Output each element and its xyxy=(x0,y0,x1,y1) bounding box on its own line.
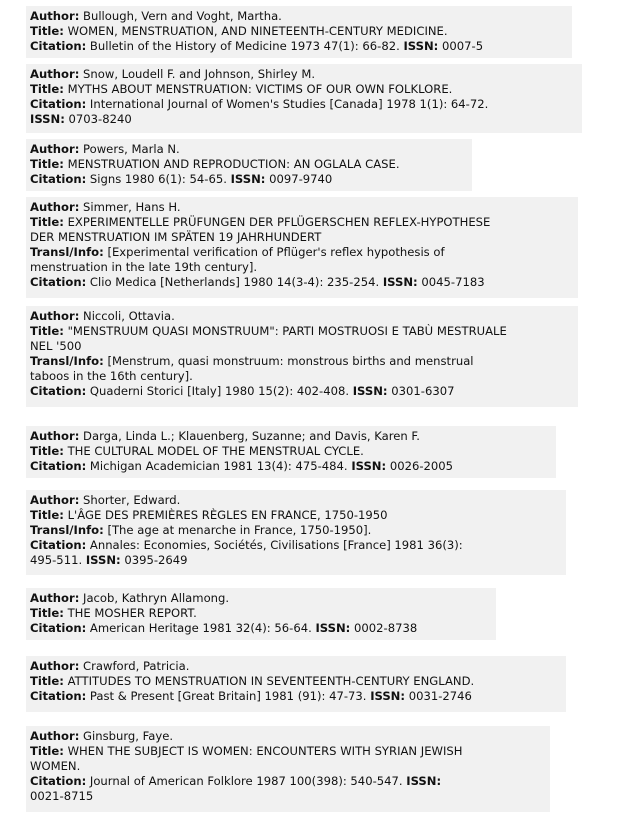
citation-value: Michigan Academician 1981 13(4): 475-484. xyxy=(89,459,348,473)
author-label: Author: xyxy=(30,493,80,507)
title-label: Title: xyxy=(30,508,64,522)
citation-line xyxy=(30,538,560,553)
issn-label: ISSN: xyxy=(315,621,351,635)
citation-line xyxy=(30,97,576,112)
transl-label: Transl/Info: xyxy=(30,245,104,259)
issn-value: 0026-2005 xyxy=(389,459,454,473)
author-label: Author: xyxy=(30,67,80,81)
title-value: MENSTRUATION AND REPRODUCTION: AN OGLALA CASE. xyxy=(67,157,400,171)
author-label: Author: xyxy=(30,659,80,673)
citation-label: Citation: xyxy=(30,275,87,289)
author-line xyxy=(30,67,576,82)
title-value: ATTITUDES TO MENSTRUATION IN SEVENTEENTH-CENTURY ENGLAND. xyxy=(67,674,475,688)
title-line xyxy=(30,24,566,39)
citation-entry xyxy=(26,588,496,640)
citation-value: Quaderni Storici [Italy] 1980 15(2): 402-408. xyxy=(89,384,350,398)
transl-label: Transl/Info: xyxy=(30,354,104,368)
author-label: Author: xyxy=(30,729,80,743)
title-line xyxy=(30,157,466,172)
author-label: Author: xyxy=(30,200,80,214)
citation-entry xyxy=(26,64,582,133)
transl-value: [Menstrum, quasi monstruum: monstrous births and menstrual xyxy=(107,354,474,368)
title-value: MYTHS ABOUT MENSTRUATION: VICTIMS OF OUR OWN FOLKLORE. xyxy=(67,82,453,96)
title-line-continued xyxy=(30,230,572,245)
citation-entry xyxy=(26,306,578,407)
transl-line-continued xyxy=(30,260,572,275)
citation-value: Bulletin of the History of Medicine 1973 47(1): 66-82. xyxy=(89,39,400,53)
issn-value: 0002-8738 xyxy=(354,621,418,635)
author-label: Author: xyxy=(30,9,80,23)
author-label: Author: xyxy=(30,142,80,156)
title-label: Title: xyxy=(30,674,64,688)
title-value: WHEN THE SUBJECT IS WOMEN: ENCOUNTERS WITH SYRIAN JEWISH xyxy=(67,744,463,758)
citation-line xyxy=(30,384,572,399)
citation-line xyxy=(30,689,560,704)
issn-label: ISSN: xyxy=(85,553,121,567)
citation-entry xyxy=(26,6,572,58)
transl-value: [Experimental verification of Pflüger's reflex hypothesis of xyxy=(107,245,445,259)
title-label: Title: xyxy=(30,215,64,229)
title-line xyxy=(30,215,572,230)
citation-value: Past & Present [Great Britain] 1981 (91): 47-73. xyxy=(89,689,367,703)
citation-line xyxy=(30,459,550,474)
author-label: Author: xyxy=(30,591,80,605)
title-line xyxy=(30,82,576,97)
citation-label: Citation: xyxy=(30,97,87,111)
citation-label: Citation: xyxy=(30,621,87,635)
title-label: Title: xyxy=(30,444,64,458)
author-value: Snow, Loudell F. and Johnson, Shirley M. xyxy=(83,67,316,81)
issn-value: 0007-5 xyxy=(442,39,484,53)
citation-label: Citation: xyxy=(30,774,87,788)
author-value: Darga, Linda L.; Klauenberg, Suzanne; and Davis, Karen F. xyxy=(83,429,420,443)
citation-line xyxy=(30,621,490,636)
author-value: Ginsburg, Faye. xyxy=(83,729,174,743)
citation-value: 495-511. xyxy=(30,553,83,567)
author-line xyxy=(30,429,550,444)
author-value: Bullough, Vern and Voght, Martha. xyxy=(83,9,282,23)
title-line xyxy=(30,444,550,459)
issn-label: ISSN: xyxy=(30,112,65,126)
transl-line xyxy=(30,245,572,260)
issn-value: 0045-7183 xyxy=(421,275,485,289)
citation-entry xyxy=(26,197,578,298)
title-value: THE CULTURAL MODEL OF THE MENSTRUAL CYCLE. xyxy=(67,444,364,458)
title-value: WOMEN, MENSTRUATION, AND NINETEENTH-CENTURY MEDICINE. xyxy=(67,24,448,38)
transl-line-continued xyxy=(30,369,572,384)
issn-line xyxy=(30,789,544,804)
title-line-continued xyxy=(30,339,572,354)
citation-label: Citation: xyxy=(30,384,87,398)
title-label: Title: xyxy=(30,606,64,620)
author-line xyxy=(30,142,466,157)
title-line-continued xyxy=(30,759,544,774)
title-line xyxy=(30,744,544,759)
citation-line xyxy=(30,774,544,789)
author-line xyxy=(30,309,572,324)
issn-value: 0097-9740 xyxy=(269,172,333,186)
citation-line-continued xyxy=(30,553,560,568)
title-label: Title: xyxy=(30,24,64,38)
citation-entry xyxy=(26,426,556,478)
citation-line xyxy=(30,275,572,290)
issn-label: ISSN: xyxy=(230,172,266,186)
issn-label: ISSN: xyxy=(403,39,439,53)
citation-label: Citation: xyxy=(30,39,87,53)
title-line xyxy=(30,508,560,523)
issn-value: 0031-2746 xyxy=(408,689,472,703)
transl-line xyxy=(30,523,560,538)
title-line xyxy=(30,324,572,339)
title-line xyxy=(30,674,560,689)
title-value: THE MOSHER REPORT. xyxy=(67,606,197,620)
citation-line xyxy=(30,39,566,54)
author-value: Jacob, Kathryn Allamong. xyxy=(83,591,230,605)
issn-value: 0703-8240 xyxy=(68,112,132,126)
citation-label: Citation: xyxy=(30,459,87,473)
title-value: DER MENSTRUATION IM SPÄTEN 19 JAHRHUNDERT xyxy=(30,230,322,244)
author-value: Crawford, Patricia. xyxy=(83,659,190,673)
issn-label: ISSN: xyxy=(406,774,442,788)
citation-entry xyxy=(26,139,472,191)
author-line xyxy=(30,200,572,215)
author-line xyxy=(30,493,560,508)
author-line xyxy=(30,9,566,24)
issn-label: ISSN: xyxy=(382,275,418,289)
citation-label: Citation: xyxy=(30,172,87,186)
citation-value: International Journal of Women's Studies [Canada] 1978 1(1): 64-72. xyxy=(89,97,489,111)
citation-value: Journal of American Folklore 1987 100(398): 540-547. xyxy=(89,774,403,788)
title-label: Title: xyxy=(30,157,64,171)
author-line xyxy=(30,659,560,674)
transl-label: Transl/Info: xyxy=(30,523,104,537)
title-value: L'ÂGE DES PREMIÈRES RÈGLES EN FRANCE, 1750-1950 xyxy=(67,508,388,522)
title-value: EXPERIMENTELLE PRÜFUNGEN DER PFLÜGERSCHEN REFLEX-HYPOTHESE xyxy=(67,215,491,229)
title-label: Title: xyxy=(30,324,64,338)
citation-label: Citation: xyxy=(30,689,87,703)
transl-line xyxy=(30,354,572,369)
transl-value: [The age at menarche in France, 1750-1950]. xyxy=(107,523,372,537)
author-value: Powers, Marla N. xyxy=(83,142,180,156)
title-value: WOMEN. xyxy=(30,759,81,773)
transl-value: taboos in the 16th century]. xyxy=(30,369,193,383)
issn-label: ISSN: xyxy=(370,689,406,703)
author-value: Shorter, Edward. xyxy=(83,493,181,507)
issn-value: 0301-6307 xyxy=(391,384,455,398)
issn-label: ISSN: xyxy=(352,384,388,398)
citation-entry xyxy=(26,490,566,575)
citation-entry xyxy=(26,656,566,712)
author-value: Niccoli, Ottavia. xyxy=(83,309,175,323)
transl-value: menstruation in the late 19th century]. xyxy=(30,260,258,274)
issn-value: 0021-8715 xyxy=(30,789,94,803)
citation-entry xyxy=(26,726,550,812)
title-line xyxy=(30,606,490,621)
title-label: Title: xyxy=(30,82,64,96)
citation-value: Clio Medica [Netherlands] 1980 14(3-4): 235-254. xyxy=(89,275,380,289)
author-line xyxy=(30,729,544,744)
citation-value: Signs 1980 6(1): 54-65. xyxy=(89,172,227,186)
issn-line xyxy=(30,112,576,127)
issn-label: ISSN: xyxy=(351,459,387,473)
author-line xyxy=(30,591,490,606)
citation-value: Annales: Economies, Sociétés, Civilisations [France] 1981 36(3): xyxy=(89,538,463,552)
title-value: NEL '500 xyxy=(30,339,82,353)
citation-line xyxy=(30,172,466,187)
author-label: Author: xyxy=(30,309,80,323)
citation-label: Citation: xyxy=(30,538,87,552)
title-label: Title: xyxy=(30,744,64,758)
citation-value: American Heritage 1981 32(4): 56-64. xyxy=(89,621,312,635)
author-value: Simmer, Hans H. xyxy=(83,200,181,214)
title-value: "MENSTRUUM QUASI MONSTRUUM": PARTI MOSTRUOSI E TABÙ MESTRUALE xyxy=(67,324,507,338)
author-label: Author: xyxy=(30,429,80,443)
issn-value: 0395-2649 xyxy=(124,553,188,567)
